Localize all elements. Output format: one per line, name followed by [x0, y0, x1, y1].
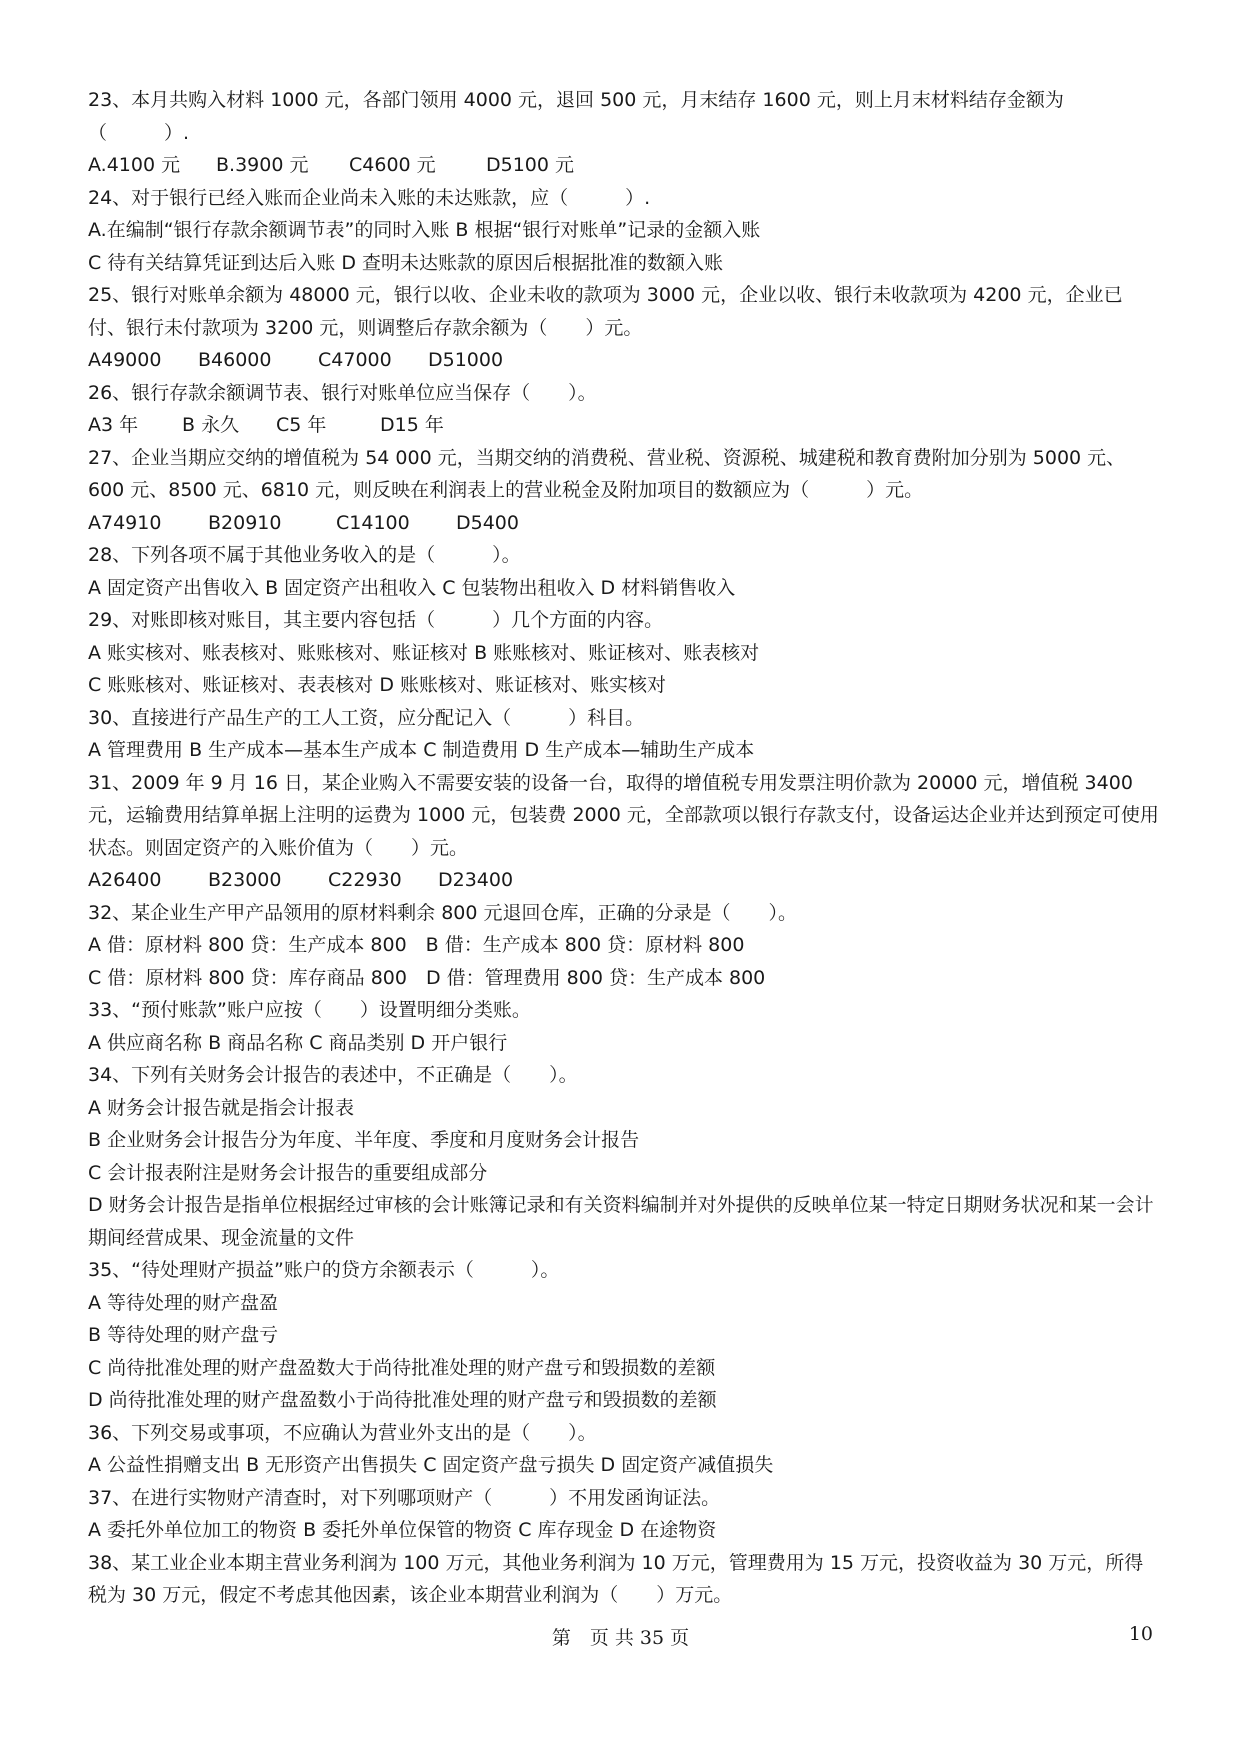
- text-line: 26、银行存款余额调节表、银行对账单位应当保存（ ）。: [88, 381, 597, 404]
- options-row: [88, 409, 1160, 442]
- document-body: [88, 84, 1160, 1612]
- text-line: 28、下列各项不属于其他业务收入的是（ ）。: [88, 544, 521, 566]
- option-text: C47000: [318, 349, 392, 371]
- text-line: 35、“待处理财产损益”账户的贷方余额表示（ ）。: [88, 1259, 560, 1281]
- text-line: A 等待处理的财产盘盈: [88, 1291, 279, 1314]
- text-line: 24、对于银行已经入账而企业尚未入账的未达账款，应（ ）.: [88, 186, 651, 209]
- option-text: D23400: [438, 869, 514, 891]
- text-line: 25、银行对账单余额为 48000 元，银行以收、企业未收的款项为 3000 元，企业以收、银行未收款项为 4200 元，企业已付、银行未付款项为 3200 元，则调整后存款余额为（ ）元。: [88, 284, 1123, 339]
- option-text: B.3900 元: [216, 154, 309, 176]
- option-text: B46000: [198, 349, 272, 371]
- text-line: C 借：原材料 800 贷：库存商品 800 D 借：管理费用 800 贷：生产成本 800: [88, 966, 766, 989]
- options-row: [88, 149, 1160, 182]
- text-line: A 借：原材料 800 贷：生产成本 800 B 借：生产成本 800 贷：原材料 800: [88, 934, 745, 956]
- page-footer: [0, 1623, 1241, 1653]
- text-line: D 财务会计报告是指单位根据经过审核的会计账簿记录和有关资料编制并对外提供的反映单位某一特定日期财务状况和某一会计期间经营成果、现金流量的文件: [88, 1194, 1154, 1249]
- text-line: B 企业财务会计报告分为年度、半年度、季度和月度财务会计报告: [88, 1129, 640, 1151]
- option-text: B20910: [208, 511, 282, 534]
- option-text: A74910: [88, 511, 162, 534]
- option-text: A49000: [88, 349, 162, 371]
- text-line: A 固定资产出售收入 B 固定资产出租收入 C 包装物出租收入 D 材料销售收入: [88, 576, 736, 599]
- text-line: C 待有关结算凭证到达后入账 D 查明未达账款的原因后根据批准的数额入账: [88, 251, 724, 274]
- text-line: B 等待处理的财产盘亏: [88, 1324, 279, 1346]
- text-line: A 委托外单位加工的物资 B 委托外单位保管的物资 C 库存现金 D 在途物资: [88, 1519, 717, 1541]
- text-line: A.在编制“银行存款余额调节表”的同时入账 B 根据“银行对账单”记录的金额入账: [88, 219, 761, 241]
- text-line: 36、下列交易或事项，不应确认为营业外支出的是（ ）。: [88, 1421, 597, 1444]
- option-text: D51000: [428, 349, 504, 371]
- options-row: [88, 864, 1160, 897]
- option-text: C5 年: [276, 414, 327, 436]
- text-line: A 财务会计报告就是指会计报表: [88, 1096, 355, 1119]
- text-line: 27、企业当期应交纳的增值税为 54 000 元，当期交纳的消费税、营业税、资源税、城建税和教育费附加分别为 5000 元、600 元、8500 元、6810 元，则反映在利润表上的营业税金及附加项目的数额应为（ ）元。: [88, 446, 1126, 501]
- text-line: 30、直接进行产品生产的工人工资，应分配记入（ ）科目。: [88, 706, 645, 729]
- text-line: 29、对账即核对账目，其主要内容包括（ ）几个方面的内容。: [88, 609, 664, 631]
- text-line: D 尚待批准处理的财产盘盈数小于尚待批准处理的财产盘亏和毁损数的差额: [88, 1389, 717, 1411]
- text-line: 38、某工业企业本期主营业务利润为 100 万元，其他业务利润为 10 万元，管理费用为 15 万元，投资收益为 30 万元，所得税为 30 万元，假定不考虑其他因素，该企业本期营业利润为（ ）万元。: [88, 1551, 1144, 1606]
- option-text: B23000: [208, 869, 282, 891]
- text-line: A 公益性捐赠支出 B 无形资产出售损失 C 固定资产盘亏损失 D 固定资产减值损失: [88, 1454, 774, 1476]
- option-text: C4600 元: [349, 154, 436, 176]
- text-line: 37、在进行实物财产清查时，对下列哪项财产（ ）不用发函询证法。: [88, 1486, 721, 1509]
- option-text: D5100 元: [486, 154, 575, 176]
- text-line: C 尚待批准处理的财产盘盈数大于尚待批准处理的财产盘亏和毁损数的差额: [88, 1356, 716, 1379]
- text-line: 32、某企业生产甲产品领用的原材料剩余 800 元退回仓库，正确的分录是（ ）。: [88, 901, 798, 924]
- text-line: A 管理费用 B 生产成本—基本生产成本 C 制造费用 D 生产成本—辅助生产成本: [88, 739, 755, 761]
- text-line: A 账实核对、账表核对、账账核对、账证核对 B 账账核对、账证核对、账表核对: [88, 641, 760, 664]
- option-text: C22930: [328, 869, 402, 891]
- option-text: C14100: [336, 511, 410, 534]
- text-line: 31、2009 年 9 月 16 日，某企业购入不需要安装的设备一台，取得的增值税专用发票注明价款为 20000 元，增值税 3400 元，运输费用结算单据上注明的运费为 1000 元，包装费 2000 元，全部款项以银行存款支付，设备运达企业并达到预定可使用状态。则固定资产的入账价值为（ ）元。: [88, 771, 1159, 859]
- options-row: [88, 507, 1160, 540]
- text-line: A 供应商名称 B 商品名称 C 商品类别 D 开户银行: [88, 1031, 508, 1054]
- text-line: 23、本月共购入材料 1000 元，各部门领用 4000 元，退回 500 元，月末结存 1600 元，则上月末材料结存金额为（ ）.: [88, 89, 1064, 144]
- page-counter: 第 页 共 35 页: [551, 1627, 690, 1649]
- text-line: 33、“预付账款”账户应按（ ）设置明细分类账。: [88, 999, 531, 1021]
- option-text: B 永久: [182, 414, 240, 436]
- option-text: A26400: [88, 869, 162, 891]
- option-text: D5400: [456, 511, 519, 534]
- option-text: D15 年: [380, 414, 444, 436]
- page-number: 10: [1128, 1623, 1153, 1645]
- text-line: C 会计报表附注是财务会计报告的重要组成部分: [88, 1161, 488, 1184]
- text-line: C 账账核对、账证核对、表表核对 D 账账核对、账证核对、账实核对: [88, 674, 667, 696]
- option-text: A3 年: [88, 414, 139, 436]
- option-text: A.4100 元: [88, 154, 181, 176]
- options-row: [88, 344, 1160, 377]
- text-line: 34、下列有关财务会计报告的表述中，不正确是（ ）。: [88, 1064, 578, 1086]
